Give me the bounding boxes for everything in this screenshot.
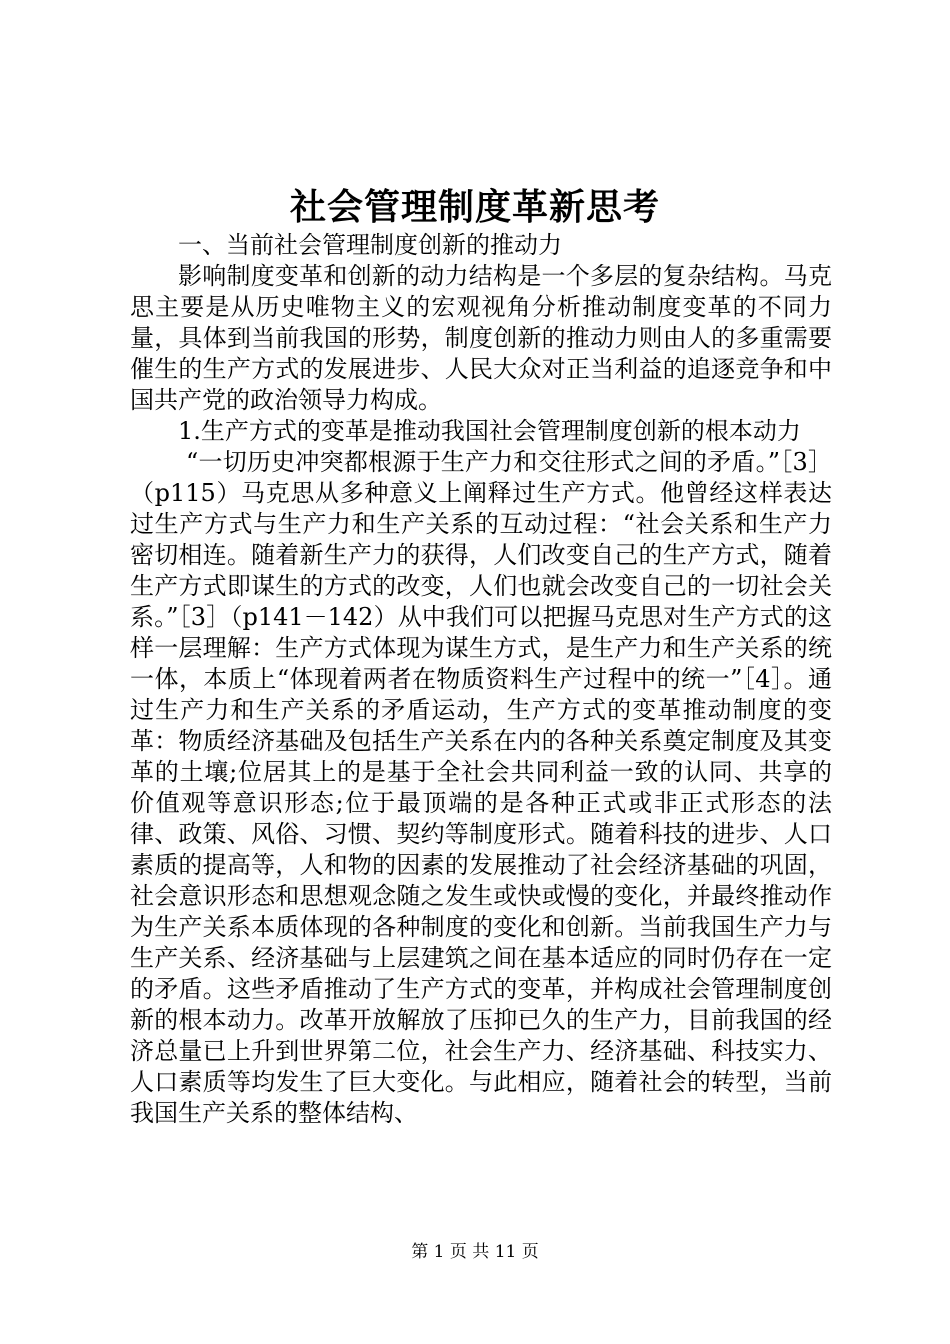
document-body xyxy=(130,230,832,1129)
subsection-heading: 1.生产方式的变革是推动我国社会管理制度创新的根本动力 xyxy=(178,417,801,445)
section-heading: 一、当前社会管理制度创新的推动力 xyxy=(178,231,562,259)
document-title: 社会管理制度革新思考 xyxy=(289,186,660,228)
body-paragraph: 影响制度变革和创新的动力结构是一个多层的复杂结构。马克思主要是从历史唯物主义的宏观视角分析推动制度变革的不同力量，具体到当前我国的形势，制度创新的推动力则由人的多重需要催生的生产方式的发展进步、人民大众对正当利益的追逐竞争和中国共产党的政治领导力构成。 xyxy=(130,262,832,414)
body-paragraph: “一切历史冲突都根源于生产力和交往形式之间的矛盾。”［3］（p115）马克思从多种意义上阐释过生产方式。他曾经这样表达过生产方式与生产力和生产关系的互动过程：“社会关系和生产力密切相连。随着新生产力的获得，人们改变自己的生产方式，随着生产方式即谋生的方式的改变，人们也就会改变自己的一切社会关系。”［3］（p141－142）从中我们可以把握马克思对生产方式的这样一层理解：生产方式体现为谋生方式，是生产力和生产关系的统一体，本质上“体现着两者在物质资料生产过程中的统一”［4］。通过生产力和生产关系的矛盾运动，生产方式的变革推动制度的变革：物质经济基础及包括生产关系在内的各种关系奠定制度及其变革的土壤;位居其上的是基于全社会共同利益一致的认同、共享的价值观等意识形态;位于最顶端的是各种正式或非正式形态的法律、政策、风俗、习惯、契约等制度形式。随着科技的进步、人口素质的提高等，人和物的因素的发展推动了社会经济基础的巩固，社会意识形态和思想观念随之发生或快或慢的变化，并最终推动作为生产关系本质体现的各种制度的变化和创新。当前我国生产力与生产关系、经济基础与上层建筑之间在基本适应的同时仍存在一定的矛盾。这些矛盾推动了生产方式的变革，并构成社会管理制度创新的根本动力。改革开放解放了压抑已久的生产力，目前我国的经济总量已上升到世界第二位，社会生产力、经济基础、科技实力、人口素质等均发生了巨大变化。与此相应，随着社会的转型，当前我国生产关系的整体结构、 xyxy=(130,448,832,1127)
page-footer: 第 1 页 共 11 页 xyxy=(411,1242,539,1262)
